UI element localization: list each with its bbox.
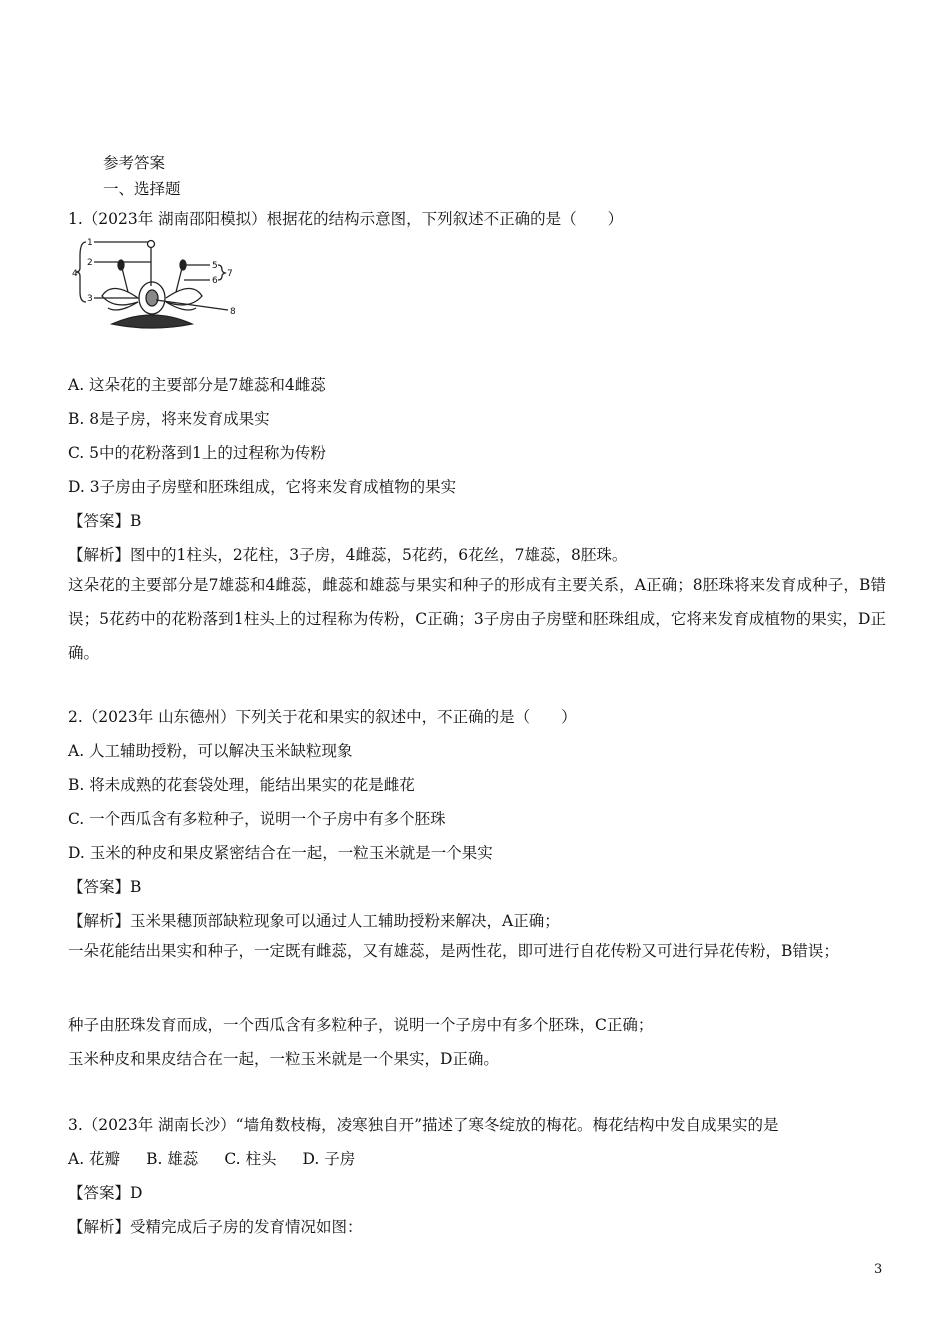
question-2-option-b: B. 将未成熟的花套袋处理，能结出果实的花是雌花 — [68, 776, 415, 794]
label-2: 2 — [87, 258, 93, 268]
question-1-stem: 1.（2023年 湖南邵阳模拟）根据花的结构示意图，下列叙述不正确的是（ ） — [68, 210, 624, 228]
label-5: 5 — [212, 261, 218, 271]
question-3-options — [68, 1148, 381, 1170]
question-2-analysis-2: 一朵花能结出果实和种子，一定既有雌蕊，又有雄蕊，是两性花，即可进行自花传粉又可进行异花传粉，B错误； — [68, 942, 839, 960]
question-1-option-b: B. 8是子房，将来发育成果实 — [68, 410, 270, 428]
label-4: 4 — [72, 269, 78, 279]
question-1-analysis-body: 这朵花的主要部分是7雄蕊和4雌蕊，雌蕊和雄蕊与果实和种子的形成有主要关系，A正确；8胚珠将来发育成种子，B错误；5花药中的花粉落到1柱头上的过程称为传粉，C正确；3子房由子房壁和胚珠组成，它将来发育成植物的果实，D正确。 — [68, 576, 886, 662]
question-2-answer: 【答案】B — [68, 878, 142, 896]
question-2-stem: 2.（2023年 山东德州）下列关于花和果实的叙述中，不正确的是（ ） — [68, 708, 577, 726]
label-6: 6 — [212, 276, 218, 286]
question-1-option-c: C. 5中的花粉落到1上的过程称为传粉 — [68, 444, 326, 462]
label-7: 7 — [227, 269, 233, 279]
label-3: 3 — [87, 294, 93, 304]
question-3-option-d: D. 子房 — [302, 1150, 356, 1168]
question-2-option-c: C. 一个西瓜含有多粒种子，说明一个子房中有多个胚珠 — [68, 810, 446, 828]
flower-structure-diagram — [72, 236, 244, 334]
question-3-option-c: C. 柱头 — [224, 1150, 277, 1168]
label-1: 1 — [87, 238, 93, 248]
question-1-answer: 【答案】B — [68, 512, 142, 530]
question-2-analysis-1: 【解析】玉米果穗顶部缺粒现象可以通过人工辅助授粉来解决，A正确； — [68, 912, 560, 930]
label-8: 8 — [230, 307, 236, 317]
page-number: 3 — [874, 1262, 883, 1277]
page-heading: 参考答案 — [103, 154, 166, 172]
question-2-option-d: D. 玉米的种皮和果皮紧密结合在一起，一粒玉米就是一个果实 — [68, 844, 493, 862]
question-1-option-d: D. 3子房由子房壁和胚珠组成，它将来发育成植物的果实 — [68, 478, 457, 496]
question-1-option-a: A. 这朵花的主要部分是7雄蕊和4雌蕊 — [68, 376, 326, 394]
question-1-analysis-intro: 【解析】图中的1柱头，2花柱，3子房，4雌蕊，5花药，6花丝，7雄蕊，8胚珠。 — [68, 546, 628, 564]
question-2-option-a: A. 人工辅助授粉，可以解决玉米缺粒现象 — [68, 742, 353, 760]
question-2-analysis-4: 玉米种皮和果皮结合在一起，一粒玉米就是一个果实，D正确。 — [68, 1050, 499, 1068]
question-3-option-b: B. 雄蕊 — [146, 1150, 199, 1168]
question-3-analysis: 【解析】受精完成后子房的发育情况如图： — [68, 1218, 363, 1236]
question-2-analysis-3: 种子由胚珠发育而成，一个西瓜含有多粒种子，说明一个子房中有多个胚珠，C正确； — [68, 1016, 654, 1034]
section-title: 一、选择题 — [103, 180, 181, 198]
question-3-stem: 3.（2023年 湖南长沙）“墙角数枝梅，凌寒独自开”描述了寒冬绽放的梅花。梅花结构中发自成果实的是 — [68, 1116, 779, 1134]
question-3-option-a: A. 花瓣 — [68, 1150, 121, 1168]
question-3-answer: 【答案】D — [68, 1184, 143, 1202]
